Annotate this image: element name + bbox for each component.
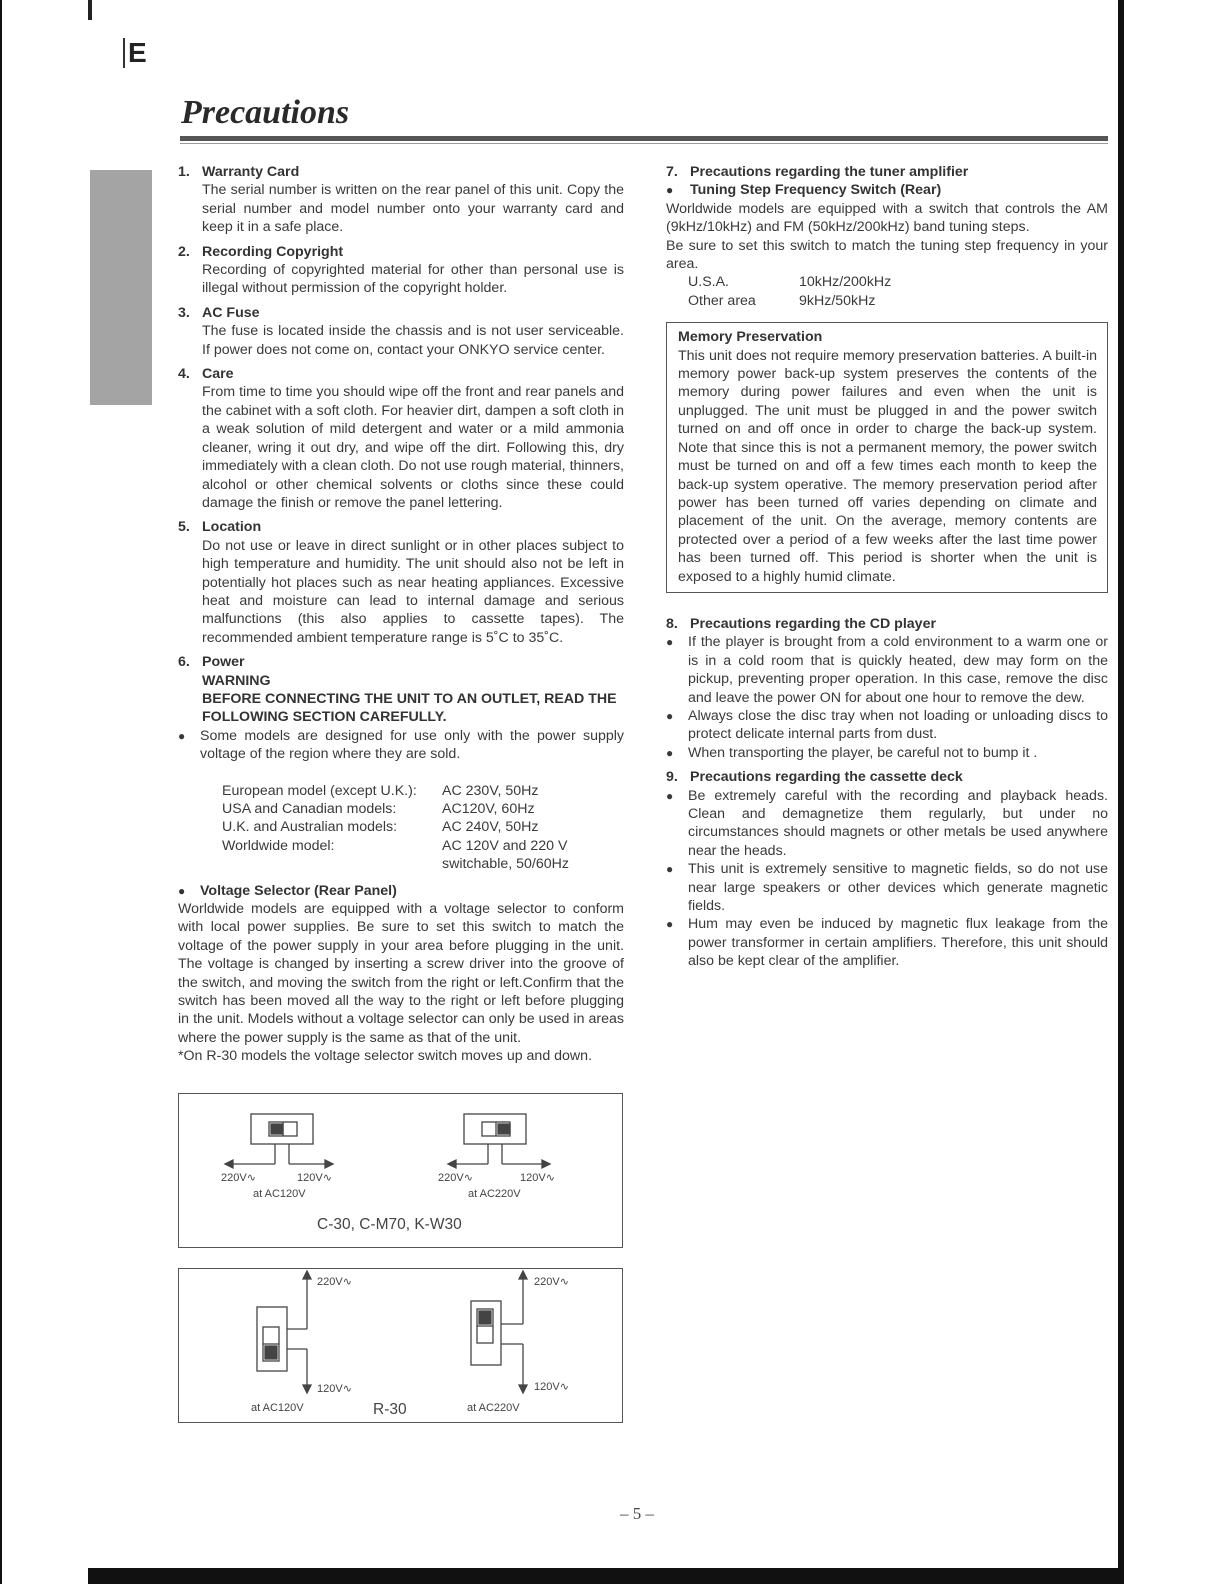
table-row	[222, 782, 569, 800]
freq-value: 9kHz/50kHz	[799, 292, 876, 309]
section-title: Warranty Card	[202, 164, 300, 180]
warning-text: BEFORE CONNECTING THE UNIT TO AN OUTLET, READ THE FOLLOWING SECTION CAREFULLY.	[202, 690, 617, 726]
section-cd	[666, 615, 1108, 762]
memory-preservation-box	[666, 322, 1108, 593]
freq-area: U.S.A.	[688, 274, 729, 291]
label-220v: 220V∿	[221, 1172, 256, 1184]
frequency-table	[688, 273, 891, 310]
label-120v: 120V∿	[534, 1381, 569, 1393]
bullet-icon: ●	[666, 917, 674, 932]
page-title: Precautions	[181, 94, 350, 131]
section-number: 3.	[178, 304, 190, 321]
bullet-text: Hum may even be induced by magnetic flux leakage from the power transformer in certain amplifiers. Therefore, this unit should also be kept clear of the amplifier.	[688, 916, 1108, 970]
section-body: Recording of copyrighted material for other than personal use is illegal without permission of the copyright holder.	[202, 262, 624, 297]
bullet-text: Always close the disc tray when not loading or unloading discs to protect delicate internal parts from dust.	[688, 707, 1108, 743]
section-title: Power	[202, 654, 245, 671]
selector-note: *On R-30 models the voltage selector switch moves up and down.	[178, 1048, 593, 1065]
section-title: Precautions regarding the tuner amplifier	[690, 164, 969, 180]
list-item	[666, 633, 1108, 707]
freq-value: 10kHz/200kHz	[799, 274, 892, 291]
list-item	[666, 915, 1108, 970]
bullet-text: Some models are designed for use only with the power supply voltage of the region where they are sold.	[200, 727, 624, 763]
label-220v: 220V∿	[438, 1172, 473, 1184]
bullet-icon: ●	[666, 183, 674, 198]
section-body: The fuse is located inside the chassis and is not user serviceable. If power does not come on, contact your ONKYO service center.	[202, 323, 624, 358]
voltage-table	[222, 782, 569, 874]
right-column	[666, 163, 1108, 977]
section-body: From time to time you should wipe off the front and rear panels and the cabinet with a soft cloth. For heavier dirt, dampen a soft cloth in a weak solution of mild detergent and water or a mild ammonia cleaner, wring it out dry, and wipe off the dirt. Following this, dry immediately with a clean cloth. Do not use rough material, thinners, alcohol or other chemical solvents or cloths since these could damage the finish or remove the panel lettering.	[202, 384, 624, 511]
voltage-model: U.K. and Australian models:	[222, 819, 398, 836]
bullet-icon: ●	[666, 708, 674, 723]
section-title: Precautions regarding the CD player	[690, 615, 936, 632]
section-number: 1.	[178, 164, 190, 180]
section-care	[178, 365, 624, 512]
voltage-selector-diagram-horizontal	[178, 1093, 623, 1248]
voltage-value: AC 230V, 50Hz	[442, 782, 539, 799]
section-fuse	[178, 304, 624, 359]
list-item	[666, 707, 1108, 744]
freq-area: Other area	[688, 292, 756, 309]
list-item	[666, 787, 1108, 861]
tuner-text: Be sure to set this switch to match the tuning step frequency in your area.	[666, 237, 1108, 273]
section-copyright	[178, 243, 624, 298]
voltage-value: AC 240V, 50Hz	[442, 819, 539, 836]
section-body: Do not use or leave in direct sunlight or in other places subject to high temperature and humidity. The unit should also not be left in potentially hot places such as near heating appliances. Excessive heat and moisture can lead to internal damage and serious malfunctions (this also applies to cassette tapes). The recommended ambient temperature range is 5˚C to 35˚C.	[202, 537, 624, 646]
table-row	[222, 855, 569, 873]
scan-border-right	[1118, 0, 1124, 1584]
side-tab-marker	[90, 170, 152, 405]
section-number: 9.	[666, 769, 678, 786]
title-rule	[180, 136, 1108, 141]
bullet-text: When transporting the player, be careful not to bump it .	[688, 744, 1038, 761]
section-number: 5.	[178, 519, 190, 536]
table-row	[222, 818, 569, 836]
bullet-icon: ●	[666, 862, 674, 877]
section-power	[178, 653, 624, 1066]
tuner-text: Worldwide models are equipped with a switch that controls the AM (9kHz/10kHz) and FM (50kHz/200kHz) band tuning steps.	[666, 200, 1108, 236]
voltage-selector-diagram-vertical	[178, 1268, 623, 1423]
list-item	[666, 860, 1108, 915]
list-item	[666, 744, 1108, 762]
scan-border-left	[0, 0, 92, 1584]
table-row	[222, 837, 569, 855]
language-badge: E	[123, 38, 158, 68]
section-location	[178, 518, 624, 647]
label-220v: 220V∿	[534, 1276, 569, 1288]
power-bullet	[178, 727, 624, 764]
tuner-subheading	[666, 181, 1108, 199]
section-number: 4.	[178, 366, 190, 383]
bullet-text: This unit is extremely sensitive to magnetic fields, so do not use near large speakers or other devices which generate magnetic fields.	[688, 861, 1108, 915]
section-number: 8.	[666, 615, 678, 632]
bullet-icon: ●	[666, 635, 674, 650]
label-120v: 120V∿	[520, 1172, 555, 1184]
selector-heading	[178, 882, 624, 900]
table-row	[688, 292, 891, 310]
label-at-ac220v: at AC220V	[467, 1402, 520, 1414]
bullet-icon: ●	[178, 728, 186, 743]
selector-title: Voltage Selector (Rear Panel)	[200, 882, 397, 899]
section-tuner	[666, 163, 1108, 310]
label-at-ac120v: at AC120V	[251, 1402, 304, 1414]
label-220v: 220V∿	[317, 1276, 352, 1288]
bullet-text: If the player is brought from a cold environment to a warm one or is in a cold room that is quickly heated, dew may form on the pickup, preventing proper operation. In this case, remove the disc and leave the power ON for about one hour to remove the dew.	[688, 634, 1108, 706]
label-120v: 120V∿	[317, 1383, 352, 1395]
section-title: Care	[202, 366, 234, 383]
page-number: – 5 –	[620, 1504, 654, 1523]
section-title: Recording Copyright	[202, 243, 344, 260]
voltage-value: switchable, 50/60Hz	[442, 856, 569, 873]
section-body: The serial number is written on the rear panel of this unit. Copy the serial number and model number onto your warranty card and keep it in a safe place.	[202, 182, 624, 236]
switch-illustration	[179, 1269, 622, 1422]
tuner-sub-title: Tuning Step Frequency Switch (Rear)	[690, 182, 942, 199]
voltage-model: USA and Canadian models:	[222, 801, 397, 817]
bullet-icon: ●	[178, 883, 186, 898]
selector-text: Worldwide models are equipped with a voltage selector to conform with local power supplies. Be sure to set this switch to match the voltage of the power supply in your area before plugging in the unit. The voltage is changed by inserting a screw driver into the groove of the switch, and moving the switch from the right or left.Confirm that the switch has been moved all the way to the right or left before plugging in the unit. Models without a voltage selector can only be used in areas where the power supply is the same as that of the unit.	[178, 901, 624, 1046]
bullet-icon: ●	[666, 745, 674, 760]
bullet-icon: ●	[666, 788, 674, 803]
section-warranty	[178, 163, 624, 237]
memory-text: This unit does not require memory preservation batteries. A built-in memory power back-up system preserves the contents of the memory during power failures and even when the unit is unplugged. The unit must be plugged in and the power switch turned on and off once in order to charge the back-up system. Note that since this is not a permanent memory, the power switch must be turned on and off a few times each month to keep the back-up system operative. The memory preservation period after power has been turned off varies depending on climate and placement of the unit. On the average, memory contents are protected over a period of a few weeks after the last time power has been turned off. This period is shorter when the unit is exposed to a highly humid climate.	[678, 347, 1097, 585]
voltage-model	[222, 855, 442, 873]
diagram-caption: R-30	[373, 1401, 407, 1418]
diagram-caption: C-30, C-M70, K-W30	[317, 1216, 462, 1233]
section-cassette	[666, 768, 1108, 970]
left-column	[178, 163, 624, 1072]
section-title: AC Fuse	[202, 304, 260, 321]
table-row	[222, 800, 569, 818]
memory-title: Memory Preservation	[678, 329, 823, 346]
voltage-model: European model (except U.K.):	[222, 782, 417, 799]
voltage-value: AC120V, 60Hz	[442, 801, 535, 817]
voltage-model: Worldwide model:	[222, 837, 335, 854]
section-number: 7.	[666, 164, 678, 180]
section-title: Precautions regarding the cassette deck	[690, 769, 963, 786]
scan-border-bottom	[88, 1568, 1124, 1584]
label-at-ac220v: at AC220V	[468, 1188, 521, 1200]
bullet-text: Be extremely careful with the recording and playback heads. Clean and demagnetize them regularly, but under no circumstances should magnets or other metals be used anywhere near the heads.	[688, 787, 1108, 859]
title-rule-thin	[180, 143, 1108, 144]
label-at-ac120v: at AC120V	[253, 1188, 306, 1200]
warning-label: WARNING	[202, 672, 271, 689]
scan-corner	[88, 0, 92, 20]
voltage-value: AC 120V and 220 V	[442, 837, 568, 854]
section-number: 2.	[178, 243, 190, 260]
section-number: 6.	[178, 654, 190, 671]
table-row	[688, 273, 891, 291]
section-title: Location	[202, 519, 262, 536]
label-120v: 120V∿	[297, 1172, 332, 1184]
